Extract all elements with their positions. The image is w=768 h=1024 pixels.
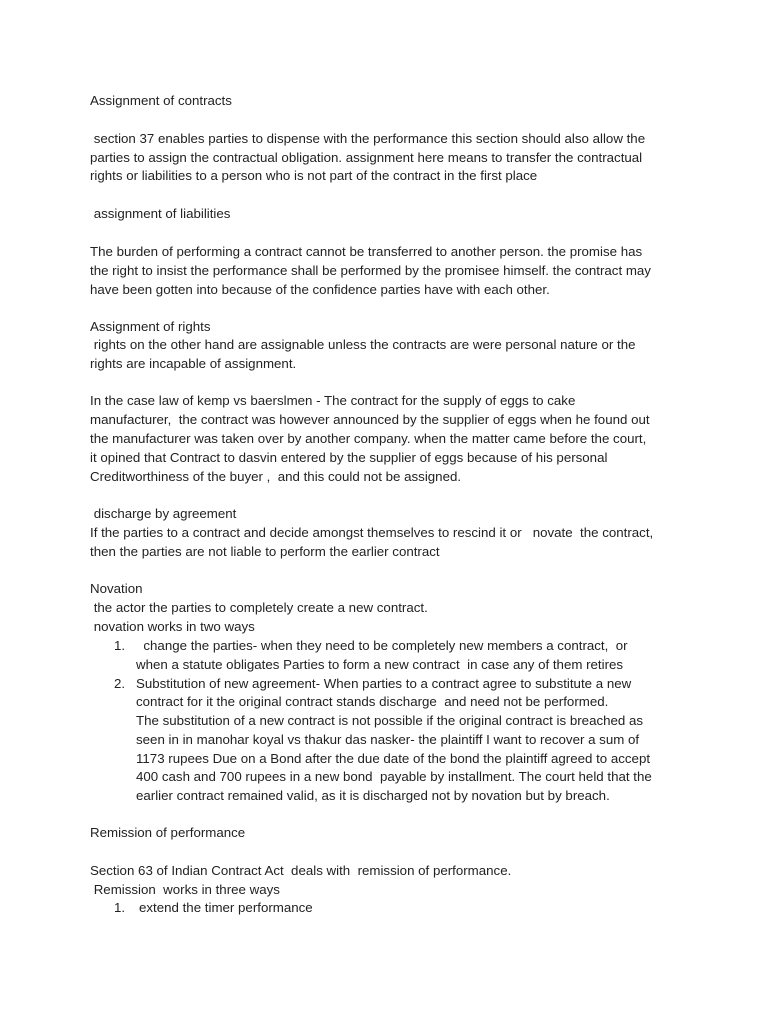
list-number: 2. <box>114 676 126 691</box>
paragraph-line: rights or liabilities to a person who is not part of the contract in the first place <box>90 168 538 183</box>
heading-discharge-by-agreement: discharge by agreement <box>90 506 237 521</box>
list-item-text: 400 cash and 700 rupees in a new bond payable by installment. The court held that the <box>136 769 652 784</box>
paragraph-line: rights are incapable of assignment. <box>90 356 297 371</box>
paragraph-line: the actor the parties to completely create a new contract. <box>90 600 428 615</box>
list-number: 1. <box>114 900 126 915</box>
heading-novation: Novation <box>90 581 143 596</box>
list-item-text: Substitution of new agreement- When parties to a contract agree to substitute a new <box>136 676 632 691</box>
paragraph-line: parties to assign the contractual obligation. assignment here means to transfer the contractual <box>90 150 643 165</box>
list-item-text: seen in in manohar koyal vs thakur das nasker- the plaintiff I want to recover a sum of <box>136 732 640 747</box>
paragraph-line: Remission works in three ways <box>90 882 280 897</box>
heading-remission-of-performance: Remission of performance <box>90 825 246 840</box>
paragraph-line: The burden of performing a contract cannot be transferred to another person. the promise has <box>90 244 643 259</box>
heading-assignment-of-rights: Assignment of rights <box>90 319 211 334</box>
paragraph-line: the right to insist the performance shall be performed by the promisee himself. the contract may <box>90 263 651 278</box>
paragraph-line: Creditworthiness of the buyer , and this could not be assigned. <box>90 469 462 484</box>
paragraph-line: novation works in two ways <box>90 619 255 634</box>
list-item-text: contract for it the original contract stands discharge and need not be performed. <box>136 694 609 709</box>
list-item-text: 1173 rupees Due on a Bond after the due date of the bond the plaintiff agreed to accept <box>136 751 651 766</box>
list-item-text: when a statute obligates Parties to form a new contract in case any of them retires <box>136 657 624 672</box>
list-item-text: extend the timer performance <box>139 900 313 915</box>
list-item-text: change the parties- when they need to be completely new members a contract, or <box>136 638 628 653</box>
list-item-text: The substitution of a new contract is not possible if the original contract is breached as <box>136 713 644 728</box>
paragraph-line: it opined that Contract to dasvin entered by the supplier of eggs because of his personal <box>90 450 608 465</box>
paragraph-line: manufacturer, the contract was however announced by the supplier of eggs when he found out <box>90 412 650 427</box>
paragraph-line: If the parties to a contract and decide amongst themselves to rescind it or novate the contract, <box>90 525 654 540</box>
paragraph-line: Section 63 of Indian Contract Act deals with remission of performance. <box>90 863 512 878</box>
heading-assignment-of-liabilities: assignment of liabilities <box>90 206 231 221</box>
paragraph-line: rights on the other hand are assignable unless the contracts are were personal nature or the <box>90 337 636 352</box>
heading-assignment-of-contracts: Assignment of contracts <box>90 93 232 108</box>
paragraph-line: the manufacturer was taken over by another company. when the matter came before the court, <box>90 431 647 446</box>
paragraph-line: have been gotten into because of the confidence parties have with each other. <box>90 282 550 297</box>
paragraph-line: In the case law of kemp vs baerslmen - The contract for the supply of eggs to cake <box>90 393 576 408</box>
paragraph-line: section 37 enables parties to dispense with the performance this section should also allow the <box>90 131 646 146</box>
list-item-text: earlier contract remained valid, as it is discharged not by novation but by breach. <box>136 788 610 803</box>
list-number: 1. <box>114 638 126 653</box>
paragraph-line: then the parties are not liable to perform the earlier contract <box>90 544 440 559</box>
